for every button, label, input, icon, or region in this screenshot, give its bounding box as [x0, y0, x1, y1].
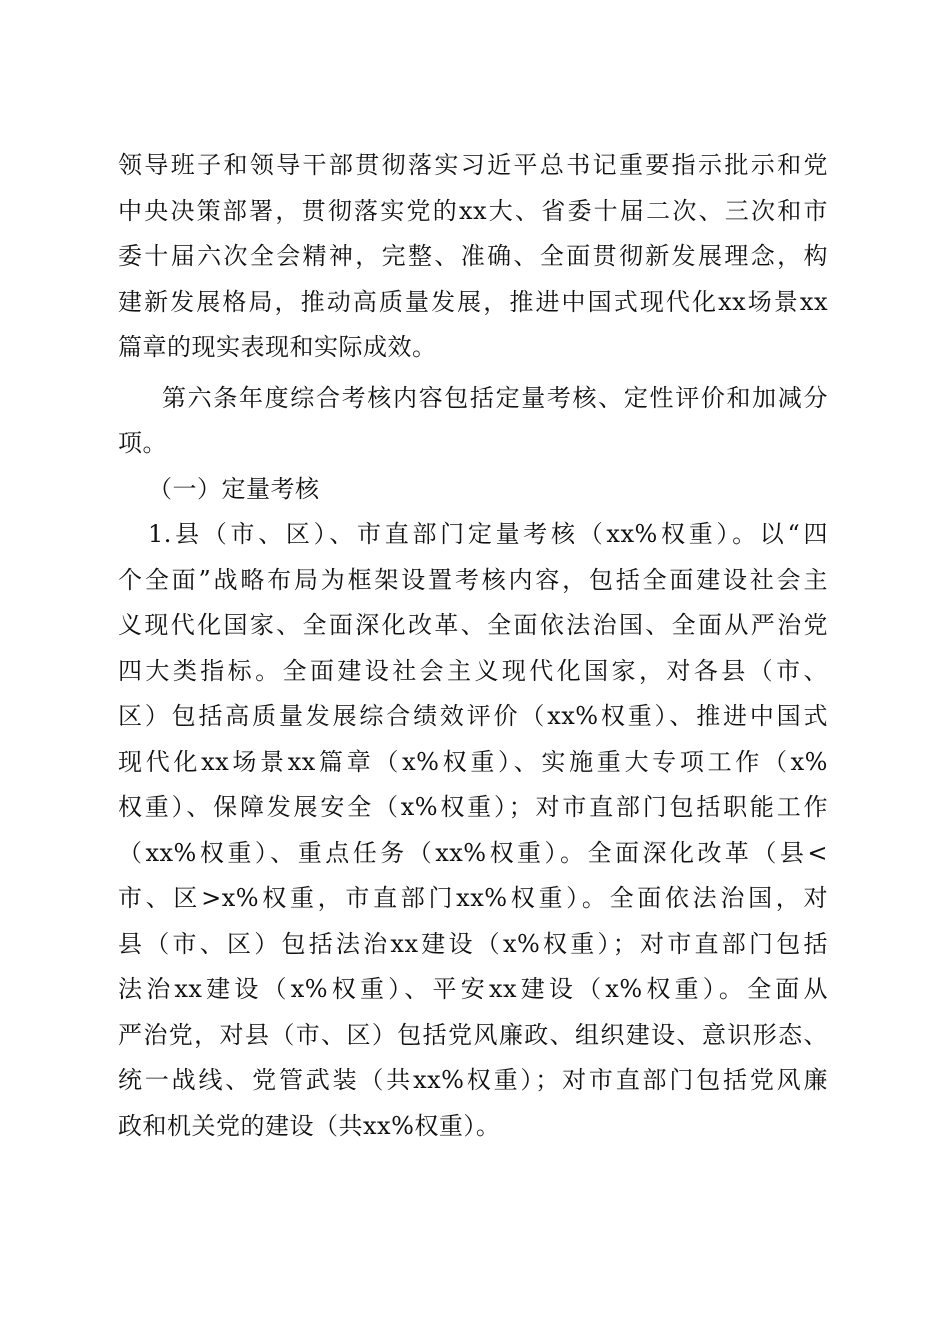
text-line: 中央决策部署，贯彻落实党的xx大、省委十届二次、三次和市 — [118, 196, 828, 225]
text-line: 区）包括高质量发展综合绩效评价（xx%权重）、推进中国式 — [118, 702, 828, 730]
paragraph-3 — [118, 512, 828, 1149]
text-line: 四大类指标。全面建设社会主义现代化国家，对各县（市、 — [118, 656, 828, 685]
text-line: 项。 — [118, 429, 167, 457]
text-line: （xx%权重）、重点任务（xx%权重）。全面深化改革（县< — [118, 838, 828, 867]
section-heading: （一）定量考核 — [148, 474, 320, 503]
text-line: 权重）、保障发展安全（x%权重）；对市直部门包括职能工作 — [118, 793, 828, 821]
text-line: 委十届六次全会精神，完整、准确、全面贯彻新发展理念，构 — [118, 242, 828, 270]
text-line: 1.县（市、区）、市直部门定量考核（xx%权重）。以“四 — [148, 520, 828, 548]
text-line: 统一战线、党管武装（共xx%权重）；对市直部门包括党风廉 — [118, 1066, 828, 1094]
text-line: 严治党，对县（市、区）包括党风廉政、组织建设、意识形态、 — [118, 1020, 828, 1049]
text-line: 篇章的现实表现和实际成效。 — [118, 333, 437, 361]
text-line: 领导班子和领导干部贯彻落实习近平总书记重要指示批示和党 — [118, 151, 828, 179]
text-line: 法治xx建设（x%权重）、平安xx建设（x%权重）。全面从 — [118, 975, 828, 1003]
text-line: 县（市、区）包括法治xx建设（x%权重）；对市直部门包括 — [118, 929, 828, 958]
text-line: 第六条年度综合考核内容包括定量考核、定性评价和加减分 — [162, 383, 828, 412]
text-line: 个全面”战略布局为框架设置考核内容，包括全面建设社会主 — [118, 565, 828, 594]
paragraph-1 — [118, 143, 828, 371]
document-body — [118, 143, 828, 1149]
text-line: 现代化xx场景xx篇章（x%权重）、实施重大专项工作（x% — [118, 747, 828, 776]
text-line: 义现代化国家、全面深化改革、全面依法治国、全面从严治党 — [118, 611, 828, 639]
text-line: 建新发展格局，推动高质量发展，推进中国式现代化xx场景xx — [118, 287, 828, 316]
text-line: 市、区>x%权重，市直部门xx%权重）。全面依法治国，对 — [118, 884, 828, 912]
text-line: 政和机关党的建设（共xx%权重）。 — [118, 1111, 501, 1140]
paragraph-2 — [118, 376, 828, 467]
